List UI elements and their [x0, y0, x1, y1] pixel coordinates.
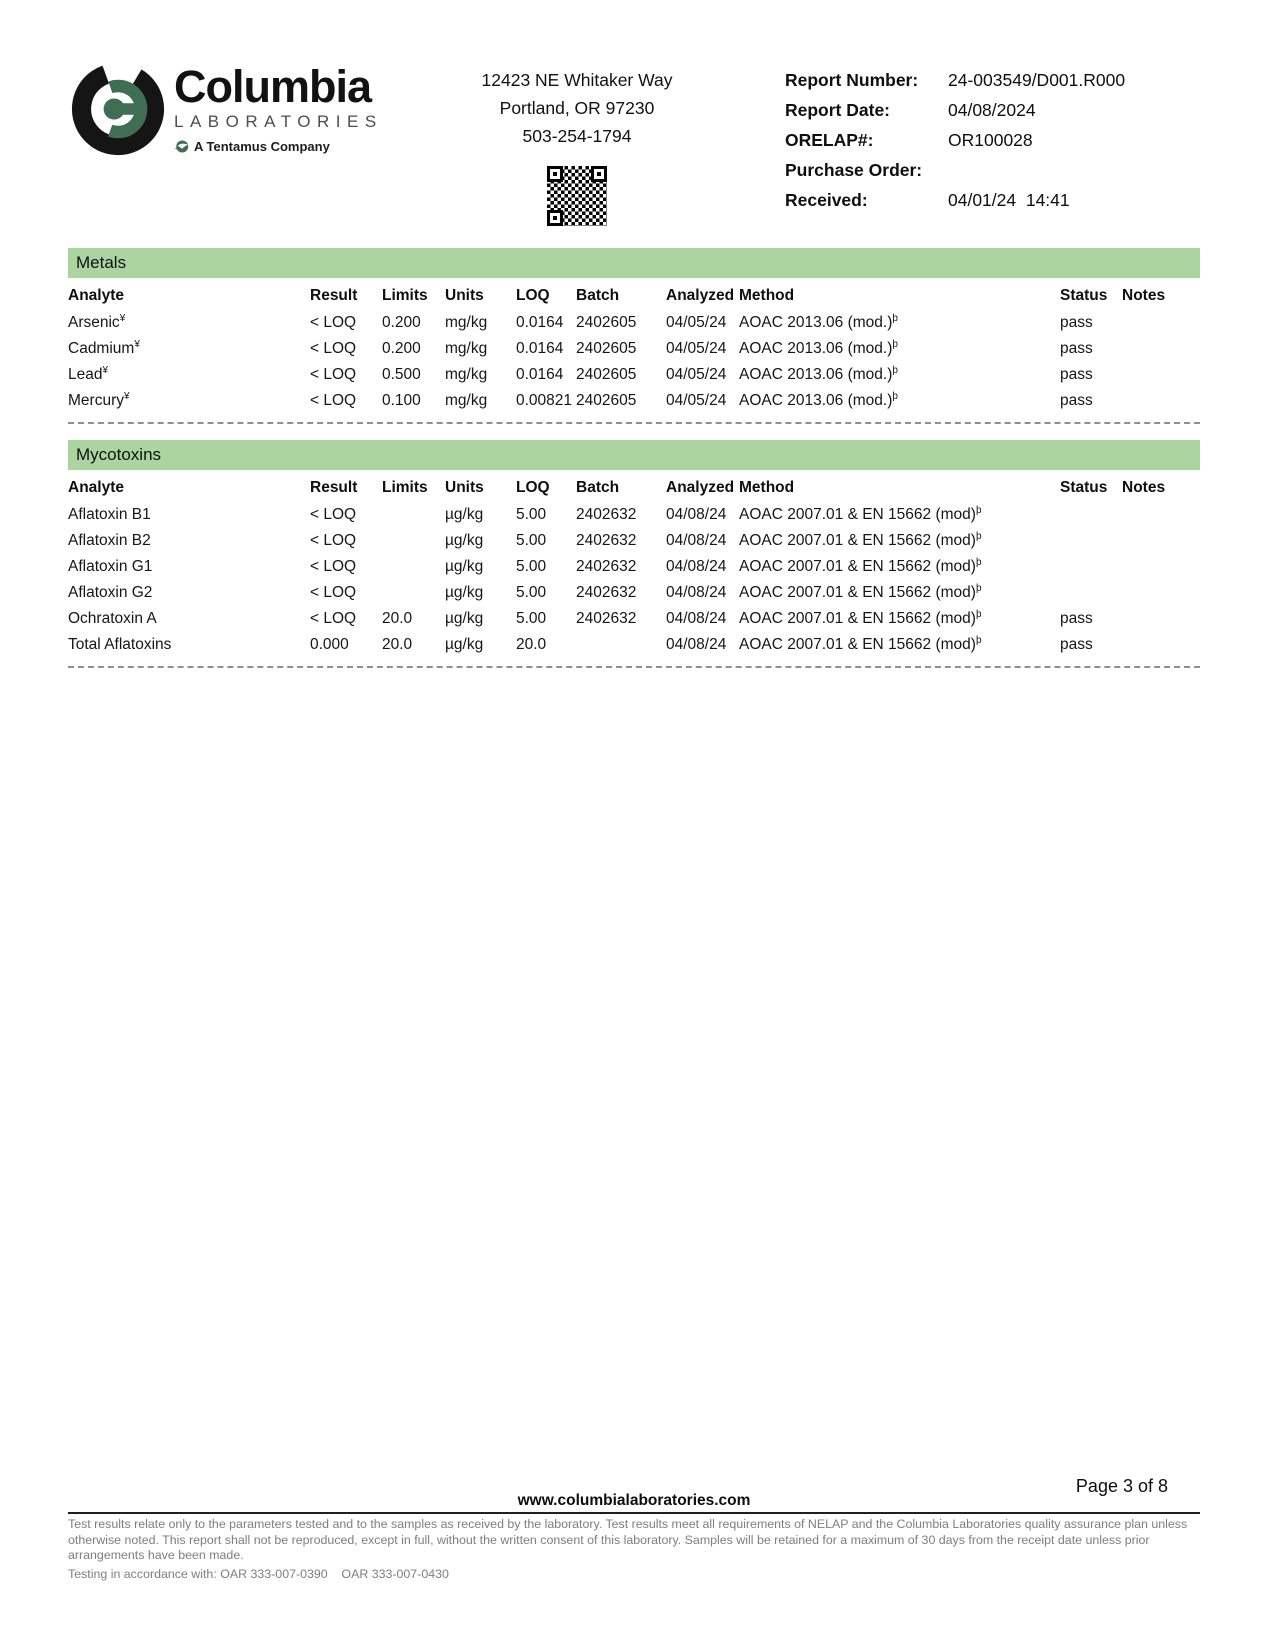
qr-finder-icon	[547, 210, 563, 226]
table-row	[68, 336, 1200, 362]
cell-analyzed: 04/08/24	[666, 532, 727, 549]
cell-analyzed: 04/08/24	[666, 506, 727, 523]
cell-method: AOAC 2007.01 & EN 15662 (mod)$^þ$	[739, 505, 982, 524]
column-header-analyzed: Analyzed	[666, 287, 735, 304]
cell-loq: 0.00821	[516, 392, 573, 409]
cell-units: µg/kg	[445, 506, 484, 523]
cell-batch: 2402632	[576, 532, 637, 549]
column-header-notes: Notes	[1122, 287, 1166, 304]
cell-status: pass	[1060, 366, 1093, 383]
cell-analyte: Aflatoxin B1	[68, 506, 151, 523]
cell-analyte: Ochratoxin A	[68, 610, 157, 627]
cell-method: AOAC 2007.01 & EN 15662 (mod)$^þ$	[739, 609, 982, 628]
cell-method: AOAC 2013.06 $(mod.)^þ$	[739, 365, 898, 384]
cell-status	[1060, 580, 1122, 606]
cell-loq: 5.00	[516, 610, 547, 627]
cell-limits	[382, 580, 445, 606]
cell-analyzed: 04/08/24	[666, 636, 727, 653]
cell-method: AOAC 2013.06 $(mod.)^þ$	[739, 391, 898, 410]
cell-units: µg/kg	[445, 532, 484, 549]
table-row	[68, 362, 1200, 388]
cell-analyte: Aflatoxin B2	[68, 532, 151, 549]
column-header-row	[68, 278, 1200, 310]
cell-analyte: Cadmium¥	[68, 339, 140, 358]
cell-loq: 5.00	[516, 584, 547, 601]
purchase-order-label: Purchase Order:	[785, 160, 923, 180]
page-number: Page 3 of 8	[1075, 1476, 1168, 1496]
cell-units: µg/kg	[445, 584, 484, 601]
column-header-loq: LOQ	[516, 479, 550, 496]
cell-result: < LOQ	[310, 314, 357, 331]
brand-tagline	[174, 139, 383, 154]
cell-limits	[382, 554, 445, 580]
cell-units: mg/kg	[445, 340, 488, 357]
website-link[interactable]: www.columbialaboratories.com	[517, 1492, 751, 1509]
orelap-label: ORELAP#:	[785, 130, 874, 150]
column-header-analyte: Analyte	[68, 287, 124, 304]
phone-number: 503-254-1794	[522, 126, 632, 146]
cell-loq: 0.0164	[516, 314, 564, 331]
table-row	[68, 606, 1200, 632]
column-header-analyte: Analyte	[68, 479, 124, 496]
cell-analyte: Total Aflatoxins	[68, 636, 172, 653]
metals-section-header	[68, 248, 1200, 278]
cell-method: AOAC 2013.06 $(mod.)^þ$	[739, 313, 898, 332]
cell-batch	[576, 632, 666, 658]
cell-result: < LOQ	[310, 584, 357, 601]
footnote-marker: þ	[892, 391, 898, 403]
mycotoxins-table	[68, 470, 1200, 658]
table-row	[68, 310, 1200, 336]
tagline-text: A Tentamus Company	[194, 139, 330, 154]
footnote-marker: þ	[892, 339, 898, 351]
cell-status	[1060, 554, 1122, 580]
cell-analyte: Aflatoxin G1	[68, 558, 153, 575]
cell-analyzed: 04/05/24	[666, 366, 727, 383]
cell-limits: 0.100	[382, 392, 421, 409]
table-row	[68, 554, 1200, 580]
cell-analyzed: 04/08/24	[666, 584, 727, 601]
cell-result: < LOQ	[310, 366, 357, 383]
address-line1: 12423 NE Whitaker Way	[481, 70, 673, 90]
cell-analyzed: 04/05/24	[666, 314, 727, 331]
cell-result: < LOQ	[310, 506, 357, 523]
cell-result: < LOQ	[310, 532, 357, 549]
results-area	[68, 248, 1200, 668]
cell-notes	[1122, 310, 1200, 336]
table-row	[68, 528, 1200, 554]
brand-subtitle: LABORATORIES	[174, 112, 383, 131]
cell-result: 0.000	[310, 636, 349, 653]
table-row	[68, 580, 1200, 606]
cell-method: AOAC 2007.01 & EN 15662 (mod)$^þ$	[739, 635, 982, 654]
section-title: Metals	[76, 253, 127, 272]
cell-result: < LOQ	[310, 558, 357, 575]
column-header-limits: Limits	[382, 287, 428, 304]
cell-units: µg/kg	[445, 610, 484, 627]
address-line2: Portland, OR 97230	[499, 98, 655, 118]
cell-limits: 20.0	[382, 636, 413, 653]
cell-analyzed: 04/05/24	[666, 392, 727, 409]
report-date-label: Report Date:	[785, 100, 891, 120]
cell-status	[1060, 528, 1122, 554]
brand-name: Columbia	[174, 61, 372, 112]
column-header-analyzed: Analyzed	[666, 479, 735, 496]
report-number-value: 24-003549/D001.R000	[948, 70, 1126, 90]
cell-result: < LOQ	[310, 610, 357, 627]
cell-batch: 2402632	[576, 584, 637, 601]
footnote-marker: þ	[975, 583, 982, 595]
cell-loq: 0.0164	[516, 366, 564, 383]
cell-units: µg/kg	[445, 558, 484, 575]
cell-analyte: Arsenic¥	[68, 313, 126, 332]
cell-status	[1060, 502, 1122, 528]
cell-status: pass	[1060, 314, 1093, 331]
cell-batch: 2402632	[576, 558, 637, 575]
cell-analyzed: 04/08/24	[666, 558, 727, 575]
section-title: Mycotoxins	[76, 445, 162, 464]
footnote-marker: þ	[975, 557, 982, 569]
qr-code	[547, 166, 607, 226]
qr-finder-icon	[591, 166, 607, 182]
cell-batch: 2402605	[576, 366, 637, 383]
received-label: Received:	[785, 190, 868, 210]
company-logo	[70, 60, 383, 158]
cell-loq: 0.0164	[516, 340, 564, 357]
cell-analyte: Aflatoxin G2	[68, 584, 153, 601]
report-number-label: Report Number:	[785, 70, 919, 90]
mycotoxins-section	[68, 440, 1200, 668]
cell-limits: 20.0	[382, 610, 413, 627]
cell-status: pass	[1060, 636, 1093, 653]
footnote-marker: þ	[892, 313, 898, 325]
column-header-loq: LOQ	[516, 287, 550, 304]
cell-limits	[382, 528, 445, 554]
footnote-marker: þ	[975, 635, 982, 647]
cell-status: pass	[1060, 392, 1093, 409]
footnote-marker: þ	[975, 531, 982, 543]
cell-notes	[1122, 606, 1200, 632]
cell-loq: 5.00	[516, 558, 547, 575]
cell-units: mg/kg	[445, 366, 488, 383]
cell-limits	[382, 502, 445, 528]
cell-notes	[1122, 336, 1200, 362]
cell-method: AOAC 2013.06 $(mod.)^þ$	[739, 339, 898, 358]
cell-limits: 0.200	[382, 340, 421, 357]
received-value: 04/01/24 14:41	[948, 190, 1070, 210]
cell-notes	[1122, 580, 1200, 606]
report-info	[785, 70, 1125, 211]
cell-limits: 0.200	[382, 314, 421, 331]
metals-table	[68, 278, 1200, 414]
cell-method: AOAC 2007.01 & EN 15662 (mod)$^þ$	[739, 557, 982, 576]
cell-analyzed: 04/08/24	[666, 610, 727, 627]
cell-notes	[1122, 362, 1200, 388]
qr-finder-icon	[547, 166, 563, 182]
cell-notes	[1122, 554, 1200, 580]
table-row	[68, 632, 1200, 658]
footnote-marker: þ	[975, 505, 982, 517]
cell-notes	[1122, 632, 1200, 658]
cell-units: mg/kg	[445, 314, 488, 331]
column-header-method: Method	[739, 287, 795, 304]
column-header-method: Method	[739, 479, 795, 496]
footnote-marker: ¥	[134, 339, 140, 351]
purchase-order-value	[948, 160, 1125, 181]
footnote-marker: ¥	[119, 313, 126, 325]
lab-address-block	[427, 66, 727, 226]
orelap-value: OR100028	[948, 130, 1033, 150]
footnote-marker: þ	[892, 365, 898, 377]
column-header-result: Result	[310, 479, 358, 496]
column-header-status: Status	[1060, 479, 1108, 496]
cell-method: AOAC 2007.01 & EN 15662 (mod)$^þ$	[739, 583, 982, 602]
column-header-row	[68, 470, 1200, 502]
column-header-units: Units	[445, 287, 484, 304]
footnote-marker: ¥	[123, 391, 130, 403]
cell-analyzed: 04/05/24	[666, 340, 727, 357]
column-header-batch: Batch	[576, 479, 620, 496]
cell-notes	[1122, 388, 1200, 414]
accordance-text: Testing in accordance with: OAR 333-007-0390 OAR 333-007-0430	[68, 1566, 449, 1581]
cell-result: < LOQ	[310, 392, 357, 409]
column-header-status: Status	[1060, 287, 1108, 304]
metals-section	[68, 248, 1200, 424]
disclaimer-text: Test results relate only to the parameters tested and to the samples as received by the laboratory. Test results meet all requirements of NELAP and the Columbia Laboratories quality assurance plan unless otherwise noted. This report shall not be reproduced, except in full, without the written consent of this laboratory. Samples will be retained for a maximum of 30 days from the receipt date unless prior arrangements have been made.	[68, 1517, 1188, 1563]
footnote-marker: þ	[975, 609, 982, 621]
cell-analyte: Lead¥	[68, 365, 109, 384]
cell-status: pass	[1060, 340, 1093, 357]
column-header-units: Units	[445, 479, 484, 496]
table-row	[68, 388, 1200, 414]
cell-batch: 2402605	[576, 314, 637, 331]
cell-batch: 2402632	[576, 506, 637, 523]
column-header-notes: Notes	[1122, 479, 1166, 496]
cell-loq: 5.00	[516, 532, 547, 549]
column-header-limits: Limits	[382, 479, 428, 496]
cell-batch: 2402605	[576, 392, 637, 409]
cell-units: mg/kg	[445, 392, 488, 409]
cell-batch: 2402632	[576, 610, 637, 627]
report-date-value: 04/08/2024	[948, 100, 1036, 120]
cell-limits: 0.500	[382, 366, 421, 383]
page-footer	[68, 1476, 1200, 1581]
cell-analyte: Mercury¥	[68, 391, 130, 410]
footnote-marker: ¥	[102, 365, 109, 377]
cell-loq: 5.00	[516, 506, 547, 523]
cell-batch: 2402605	[576, 340, 637, 357]
cell-method: AOAC 2007.01 & EN 15662 (mod)$^þ$	[739, 531, 982, 550]
column-header-result: Result	[310, 287, 358, 304]
cell-units: µg/kg	[445, 636, 484, 653]
cell-result: < LOQ	[310, 340, 357, 357]
brand-logo-icon	[70, 60, 166, 158]
footer-divider	[68, 1512, 1200, 1514]
column-header-batch: Batch	[576, 287, 620, 304]
cell-loq: 20.0	[516, 636, 547, 653]
cell-notes	[1122, 502, 1200, 528]
cell-status: pass	[1060, 610, 1093, 627]
cell-notes	[1122, 528, 1200, 554]
table-row	[68, 502, 1200, 528]
tentamus-icon	[174, 139, 189, 154]
mycotoxins-section-header	[68, 440, 1200, 470]
